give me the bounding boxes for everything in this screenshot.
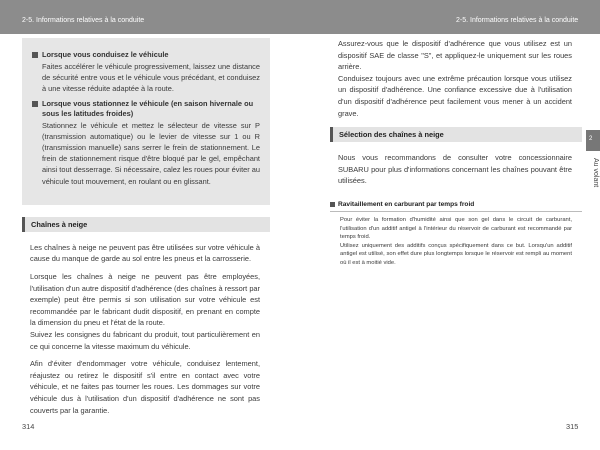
header-right-text: 2-5. Informations relatives à la conduite [456,17,579,24]
section-title-snow-chains: Chaînes à neige [22,217,270,232]
square-bullet-icon [32,52,38,58]
right-page [330,38,582,268]
sub-heading-text: Ravitaillement en carburant par temps froid [338,200,475,208]
square-bullet-icon [32,101,38,107]
paragraph: Afin d'éviter d'endommager votre véhicule, conduisez lentement, réajustez ou retirez le dispositif s'il entre en contact avec votre véhicule, et ne faites pas tourner les roues. Les dommages sur votre véhicule dus à l'utilisation d'un dispositif d'adhérence ne sont pas couverts par la garantie. [30,359,260,415]
left-page [22,38,270,422]
page-number-left: 314 [22,422,35,431]
paragraph: Nous vous recommandons de consulter votre concessionnaire SUBARU pour plus d'informations concernant les chaînes pouvant être utilisées. [338,153,572,186]
tip-text: Stationnez le véhicule et mettez le sélecteur de vitesse sur P (transmission automatique) ou le levier de vitesse sur 1 ou R (transmission manuelle) sans serrer le frein de stationnement. Le frein de stationnement risque d'être bloqué par le gel, empêchant ainsi tout desserrage. Si nécessaire, calez les roues pour éviter au véhicule tout mouvement, en roulant ou en glissant. [42,120,260,186]
paragraph: Lorsque les chaînes à neige ne peuvent pas être employées, l'utilisation d'un autre dispositif d'adhérence (des chaînes à ressort par exemple) peut être permis si son utilisation sur votre véhicule est recommandée par le fabricant dudit dispositif, en prenant en compte la dimension du pneu et l'état de la route. Suivez les consignes du fabricant du produit, tout particulièrement en ce qui concerne la vitesse maximum du véhicule. [30,272,260,351]
header-bar [0,0,600,34]
chapter-tab [586,130,600,151]
paragraph: Assurez-vous que le dispositif d'adhérence que vous utilisez est un dispositif SAE de classe "S", et appliquez-le uniquement sur les roues arrière. [338,39,572,72]
sub-heading-refuel [330,201,582,212]
header-left-text: 2-5. Informations relatives à la conduite [22,17,145,24]
paragraph: Conduisez toujours avec une extrême précaution lorsque vous utilisez un dispositif d'adhérence. Une confiance excessive due à l'utilisation d'un dispositif d'adhérence peut facilement vous mener à un accident grave. [338,73,572,118]
paragraph: Les chaînes à neige ne peuvent pas être utilisées sur votre véhicule à cause du manque de garde au sol entre les pneus et la carrosserie. [30,242,260,264]
tip-heading [32,50,260,60]
tip-text: Faites accélérer le véhicule progressivement, laissez une distance de sécurité entre vous et le véhicule vous précédant, et conduisez à une vitesse réduite adaptée à la route. [42,62,260,94]
tip-heading [32,99,260,119]
small-paragraph: Pour éviter la formation d'humidité ainsi que son gel dans le circuit de carburant, l'utilisation d'un additif antigel à l'intérieur du réservoir de carburant est recommandé par temps froid. [340,216,572,241]
tip-heading-text: Lorsque vous conduisez le véhicule [42,50,169,59]
page-number-right: 315 [566,422,579,431]
section-title-chain-selection: Sélection des chaînes à neige [330,127,582,142]
chapter-number: 2 [589,136,593,142]
chapter-label: Au volant [592,158,599,188]
tip-heading-text: Lorsque vous stationnez le véhicule (en saison hivernale ou sous les latitudes froides) [42,98,254,118]
square-bullet-icon [330,202,335,207]
small-paragraph: Utilisez uniquement des additifs conçus spécifiquement dans ce but. Lorsqu'un additif antigel est utilisé, son effet dure plus longtemps lorsque le réservoir est rempli au moment où il est à moitié vide. [340,242,572,266]
tips-box [22,38,270,205]
